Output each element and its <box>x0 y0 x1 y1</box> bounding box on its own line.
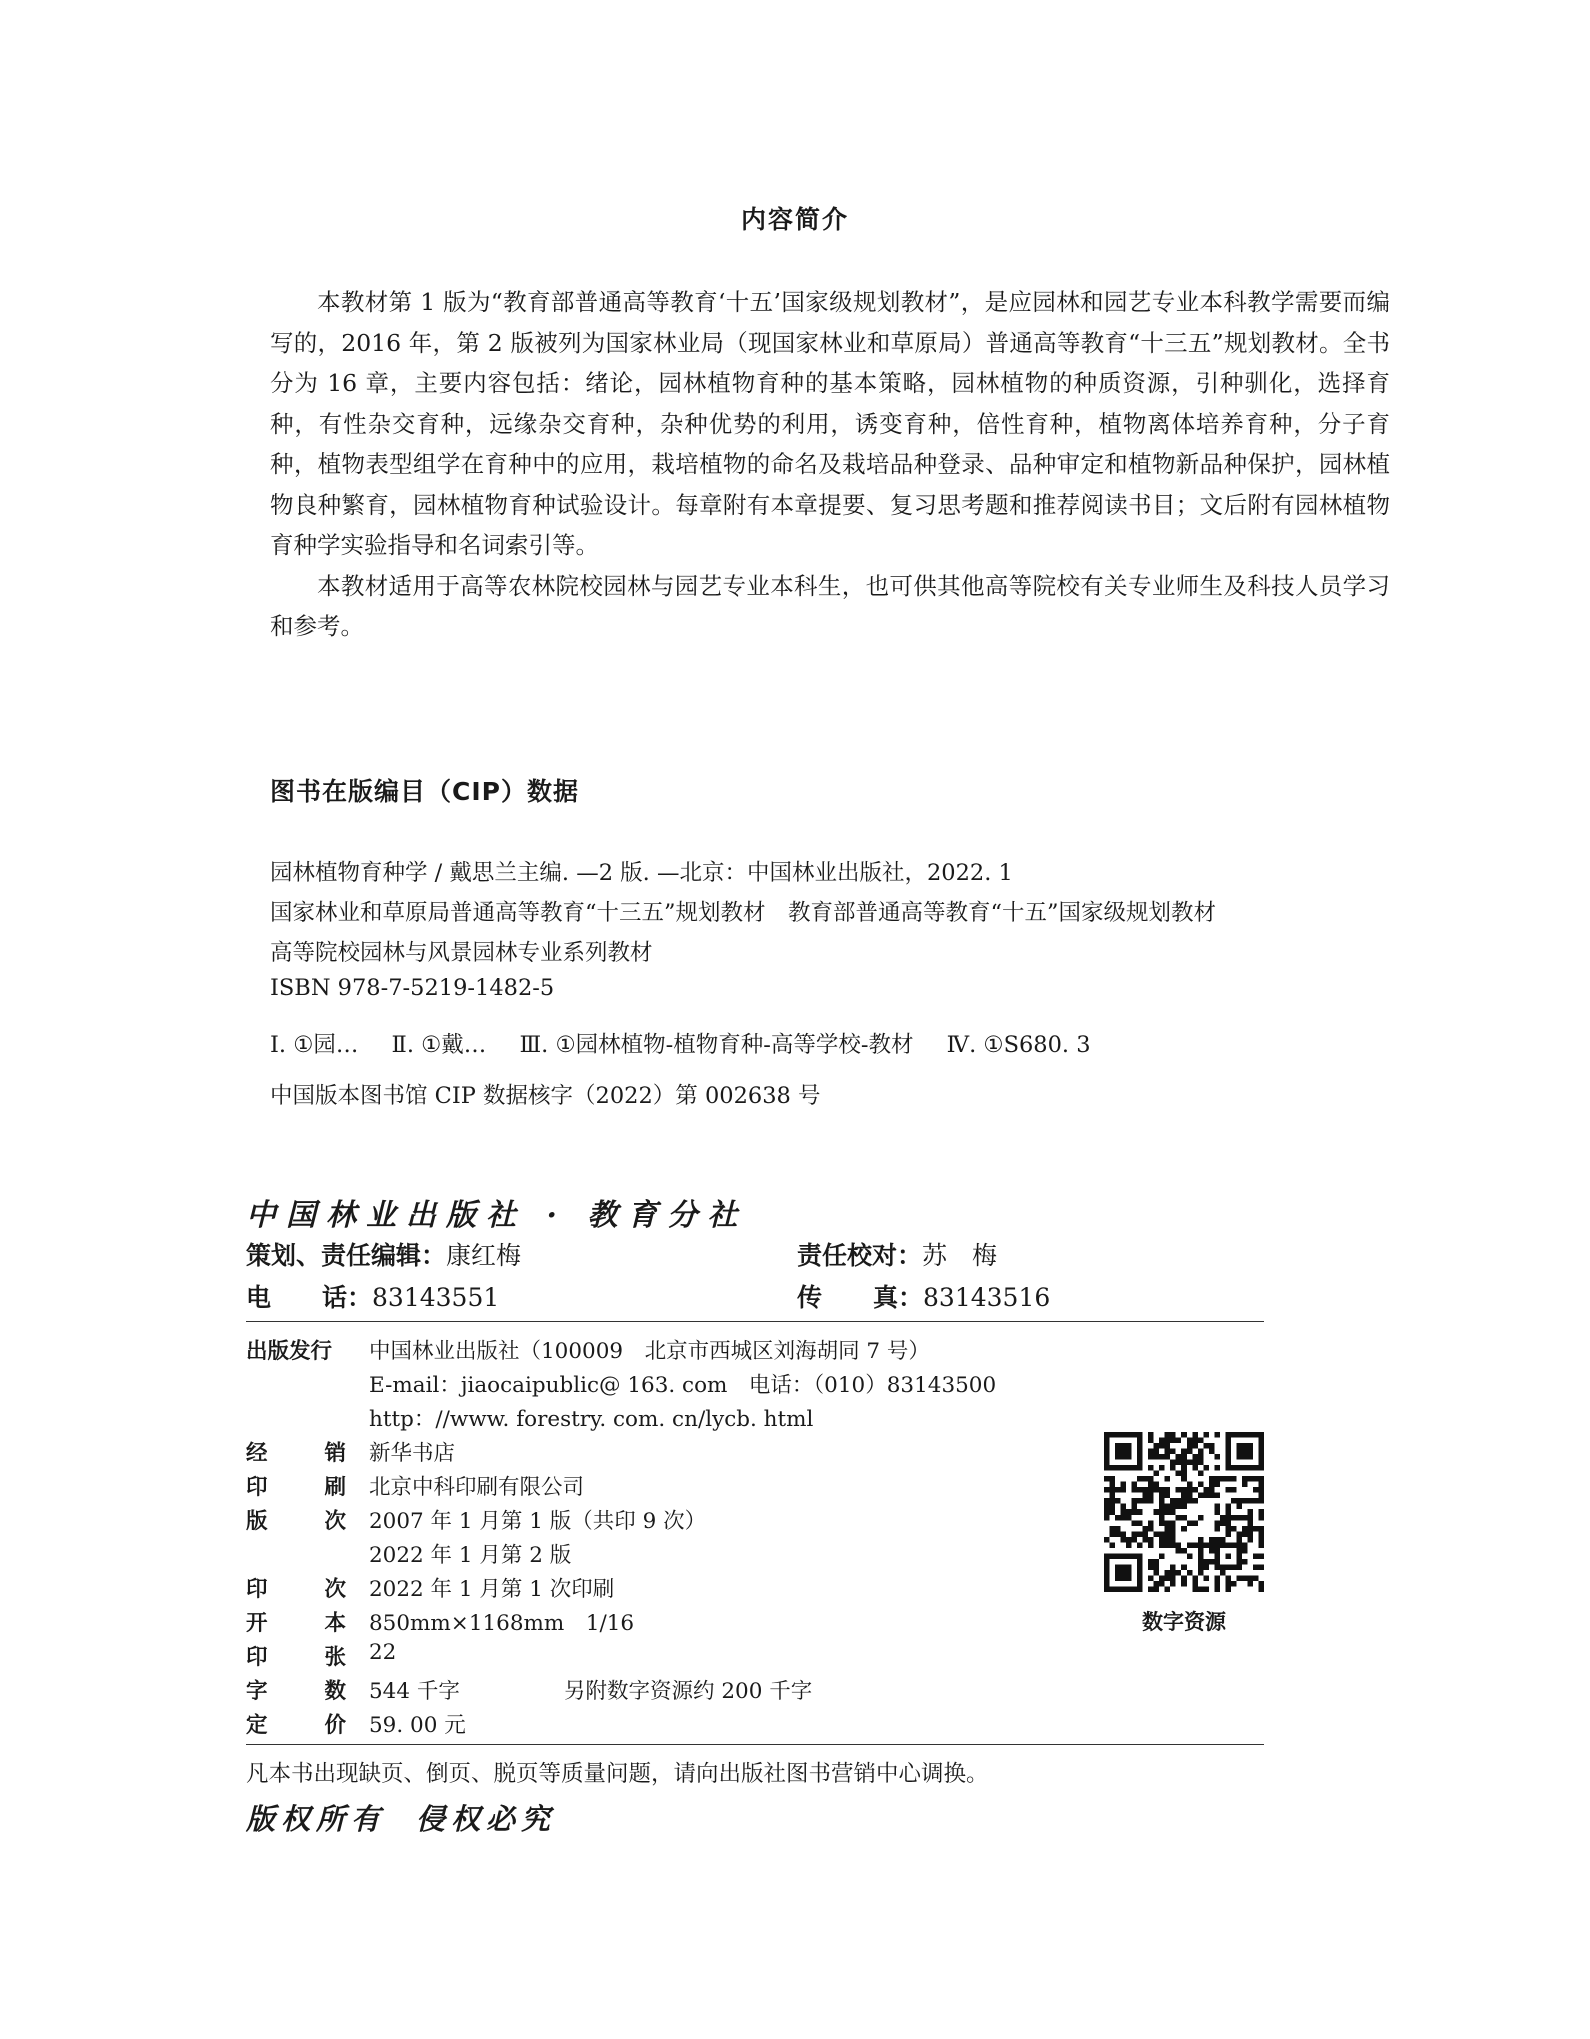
intro-title: 内容简介 <box>740 205 849 234</box>
intro-paragraph: 本教材适用于高等农林院校园林与园艺专业本科生，也可供其他高等院校有关专业师生及科技人员学习和参考。 <box>270 571 1390 640</box>
publisher-brand: 中国林业出版社 · 教育分社 <box>246 1198 748 1233</box>
cip-isbn: ISBN 978-7-5219-1482-5 <box>270 975 555 1001</box>
fax-value: 83143516 <box>923 1283 1051 1312</box>
wordcount-label: 字 数 <box>246 1679 346 1704</box>
cip-record: 中国版本图书馆 CIP 数据核字（2022）第 002638 号 <box>270 1083 821 1109</box>
distribution-value: 新华书店 <box>369 1441 456 1466</box>
publish-label: 出版发行 <box>246 1339 333 1364</box>
planning-editor <box>246 1236 521 1272</box>
planning-editor-label: 策划、责任编辑： <box>246 1241 447 1270</box>
edition-value-2: 2022 年 1 月第 2 版 <box>369 1543 572 1568</box>
impression-label: 印 次 <box>246 1577 346 1602</box>
proofreader <box>797 1236 997 1272</box>
cip-line-series-2: 高等院校园林与风景园林专业系列教材 <box>270 940 653 966</box>
proofreader-label: 责任校对： <box>797 1241 923 1270</box>
cip-title: 图书在版编目（CIP）数据 <box>270 777 579 806</box>
infringement-text: 侵权必究 <box>416 1802 557 1836</box>
price-label: 定 价 <box>246 1713 346 1738</box>
divider-bottom <box>246 1744 1264 1745</box>
printer-value: 北京中科印刷有限公司 <box>369 1475 585 1500</box>
price-value: 59. 00 元 <box>369 1713 466 1738</box>
phone-label-b: 话： <box>322 1283 373 1312</box>
cip-class-3: Ⅲ. ①园林植物-植物育种-高等学校-教材 <box>519 1032 914 1058</box>
intro-paragraph: 本教材第 1 版为“教育部普通高等教育‘十五’国家级规划教材”，是应园林和园艺专业本科教学需要而编写的，2016 年，第 2 版被列为国家林业局（现国家林业和草原局）普通高等教育“十三五”规划教材。全书分为 16 章，主要内容包括：绪论，园林植物育种的基本策略，园林植物的种质资源，引种驯化，选择育种，有性杂交育种，远缘杂交育种，杂种优势的利用，诱变育种，倍性育种，植物离体培养育种，分子育种，植物表型组学在育种中的应用，栽培植物的命名及栽培品种登录、品种审定和植物新品种保护，园林植物良种繁育，园林植物育种试验设计。每章附有本章提要、复习思考题和推荐阅读书目；文后附有园林植物育种学实验指导和名词索引等。 <box>270 288 1390 559</box>
fax <box>797 1278 1050 1314</box>
cip-class-1: Ⅰ. ①园… <box>270 1032 359 1058</box>
edition-value: 2007 年 1 月第 1 版（共印 9 次） <box>369 1509 707 1534</box>
wordcount-value: 544 千字 <box>369 1679 460 1704</box>
digital-resource-wordcount: 另附数字资源约 200 千字 <box>564 1679 813 1704</box>
sheets-value: 22 <box>369 1640 397 1665</box>
cip-class-4: Ⅳ. ①S680. 3 <box>946 1032 1091 1058</box>
publish-line-2: E-mail：jiaocaipublic@ 163. com 电话：（010）83143500 <box>369 1373 997 1398</box>
planning-editor-value: 康红梅 <box>446 1241 522 1270</box>
cip-class-2: Ⅱ. ①戴… <box>391 1032 487 1058</box>
copyright-notice <box>246 1797 556 1838</box>
edition-label: 版 次 <box>246 1509 346 1534</box>
publish-line-1: 中国林业出版社（100009 北京市西城区刘海胡同 7 号） <box>369 1339 930 1364</box>
intro-body <box>270 282 1390 647</box>
cip-line-title: 园林植物育种学 / 戴思兰主编. —2 版. —北京：中国林业出版社，2022. 1 <box>270 860 1013 886</box>
qr-label: 数字资源 <box>1142 1610 1226 1634</box>
fax-label-a: 传 <box>797 1283 823 1312</box>
impression-value: 2022 年 1 月第 1 次印刷 <box>369 1577 615 1602</box>
phone-value: 83143551 <box>372 1283 500 1312</box>
copyright-text: 版权所有 <box>246 1802 387 1836</box>
publish-line-3: http：//www. forestry. com. cn/lycb. html <box>369 1407 814 1432</box>
quality-notice: 凡本书出现缺页、倒页、脱页等质量问题，请向出版社图书营销中心调换。 <box>246 1761 989 1787</box>
qr-code[interactable] <box>1104 1432 1264 1592</box>
cip-classification <box>270 1027 1091 1059</box>
printer-label: 印 刷 <box>246 1475 346 1500</box>
format-label: 开 本 <box>246 1611 346 1636</box>
distribution-label: 经 销 <box>246 1441 346 1466</box>
fax-label-b: 真： <box>873 1283 924 1312</box>
phone <box>246 1278 499 1314</box>
phone-label-a: 电 <box>246 1283 272 1312</box>
sheets-label: 印 张 <box>246 1645 346 1670</box>
cip-line-series: 国家林业和草原局普通高等教育“十三五”规划教材 教育部普通高等教育“十五”国家级规划教材 <box>270 900 1217 926</box>
divider-top <box>246 1321 1264 1322</box>
format-value: 850mm×1168mm 1/16 <box>369 1611 635 1636</box>
proofreader-value: 苏 梅 <box>922 1241 998 1270</box>
